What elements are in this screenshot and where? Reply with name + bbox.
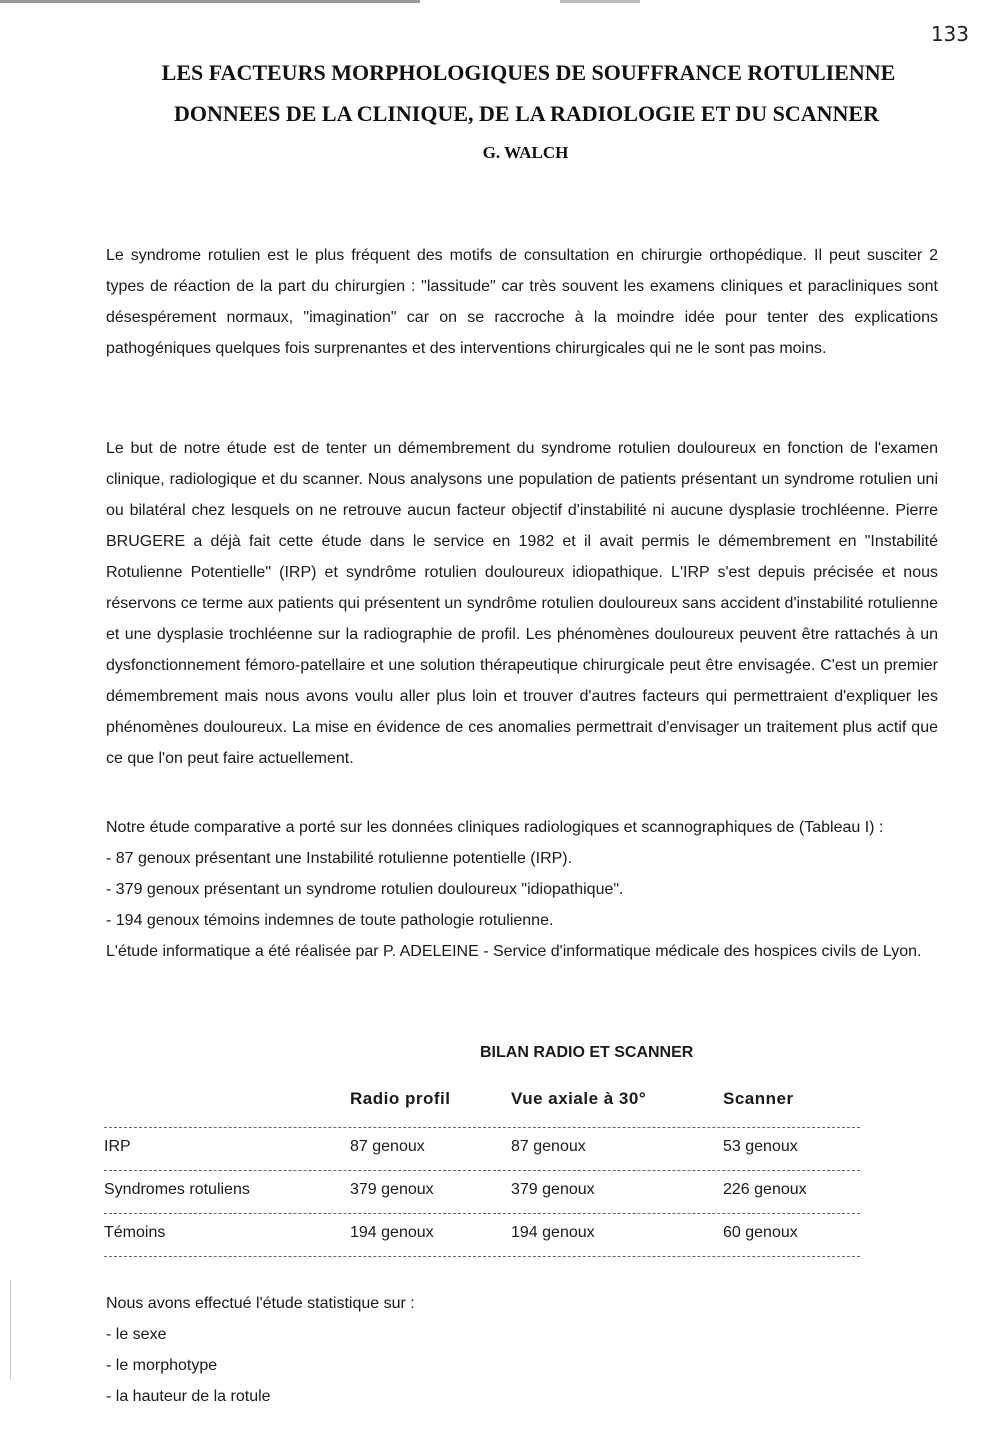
cell: 87 genoux xyxy=(350,1138,425,1155)
table-row xyxy=(104,1171,860,1213)
stats-section xyxy=(106,1288,938,1412)
stats-item: - le morphotype xyxy=(106,1357,218,1374)
row-label: IRP xyxy=(104,1138,131,1155)
title-line-1: LES FACTEURS MORPHOLOGIQUES DE SOUFFRANCE ROTULIENNE xyxy=(161,60,896,85)
stats-intro: Nous avons effectué l'étude statistique sur : xyxy=(106,1295,415,1312)
page-number: 133 xyxy=(930,22,969,46)
cell: 53 genoux xyxy=(723,1138,798,1155)
table-title: BILAN RADIO ET SCANNER xyxy=(480,1044,694,1061)
study-item: - 87 genoux présentant une Instabilité rotulienne potentielle (IRP). xyxy=(106,850,573,867)
study-section xyxy=(106,812,938,967)
study-item: - 194 genoux témoins indemnes de toute pathologie rotulienne. xyxy=(106,912,554,929)
title-line-2: DONNEES DE LA CLINIQUE, DE LA RADIOLOGIE ET DU SCANNER xyxy=(174,101,879,126)
study-item: - 379 genoux présentant un syndrome rotulien douloureux "idiopathique". xyxy=(106,881,624,898)
header-vue-axiale: Vue axiale à 30° xyxy=(511,1089,647,1108)
cell: 194 genoux xyxy=(350,1224,434,1241)
cell: 194 genoux xyxy=(511,1224,595,1241)
row-label: Syndromes rotuliens xyxy=(104,1181,250,1198)
cell: 87 genoux xyxy=(511,1138,586,1155)
study-credit: L'étude informatique a été réalisée par P. ADELEINE - Service d'informatique médicale des hospices civils de Lyon. xyxy=(106,943,922,960)
header-radio-profil: Radio profil xyxy=(350,1089,451,1108)
study-intro: Notre étude comparative a porté sur les données cliniques radiologiques et scannographiques de (Tableau I) : xyxy=(106,819,884,836)
row-label: Témoins xyxy=(104,1224,166,1241)
paragraph-intro: Le syndrome rotulien est le plus fréquent des motifs de consultation en chirurgie orthopédique. Il peut susciter 2 types de réaction de la part du chirurgien : "lassitude" car très souvent les examens cliniques et paracliniques sont désespérement normaux, "imagination" car on se raccroche à la moindre idée pour tenter des explications pathogéniques quelques fois surprenantes et des interventions chirurgicales qui ne le sont pas moins. xyxy=(106,247,938,357)
table-row xyxy=(104,1214,860,1256)
cell: 379 genoux xyxy=(350,1181,434,1198)
scan-edge-mark xyxy=(10,1280,11,1380)
scan-edge-line xyxy=(0,0,995,3)
author: G. WALCH xyxy=(482,143,569,162)
stats-item: - la hauteur de la rotule xyxy=(106,1388,271,1405)
results-table xyxy=(104,1085,860,1257)
table-row xyxy=(104,1128,860,1170)
table-header xyxy=(104,1085,860,1127)
cell: 226 genoux xyxy=(723,1181,807,1198)
paragraph-aim: Le but de notre étude est de tenter un démembrement du syndrome rotulien douloureux en fonction de l'examen clinique, radiologique et du scanner. Nous analysons une population de patients présentant un syndrome rotulien uni ou bilatéral chez lesquels on ne retrouve aucun facteur objectif d'instabilité ni aucune dysplasie trochléenne. Pierre BRUGERE a déjà fait cette étude dans le service en 1982 et il avait permis le démembrement en "Instabilité Rotulienne Potentielle" (IRP) et syndrôme rotulien douloureux idiopathique. L'IRP s'est depuis précisée et nous réservons ce terme aux patients qui présentent un syndrôme rotulien douloureux sans accident d'instabilité rotulienne et une dysplasie trochléenne sur la radiographie de profil. Les phénomènes douloureux peuvent être rattachés à un dysfonctionnement fémoro-patellaire et une solution thérapeutique chirurgicale peut être envisagée. C'est un premier démembrement mais nous avons voulu aller plus loin et trouver d'autres facteurs qui permettraient d'expliquer les phénomènes douloureux. La mise en évidence de ces anomalies permettrait d'envisager un traitement plus actif que ce que l'on peut faire actuellement. xyxy=(106,440,938,767)
header-scanner: Scanner xyxy=(723,1089,794,1108)
cell: 379 genoux xyxy=(511,1181,595,1198)
cell: 60 genoux xyxy=(723,1224,798,1241)
stats-item: - le sexe xyxy=(106,1326,167,1343)
table-divider xyxy=(104,1256,860,1257)
